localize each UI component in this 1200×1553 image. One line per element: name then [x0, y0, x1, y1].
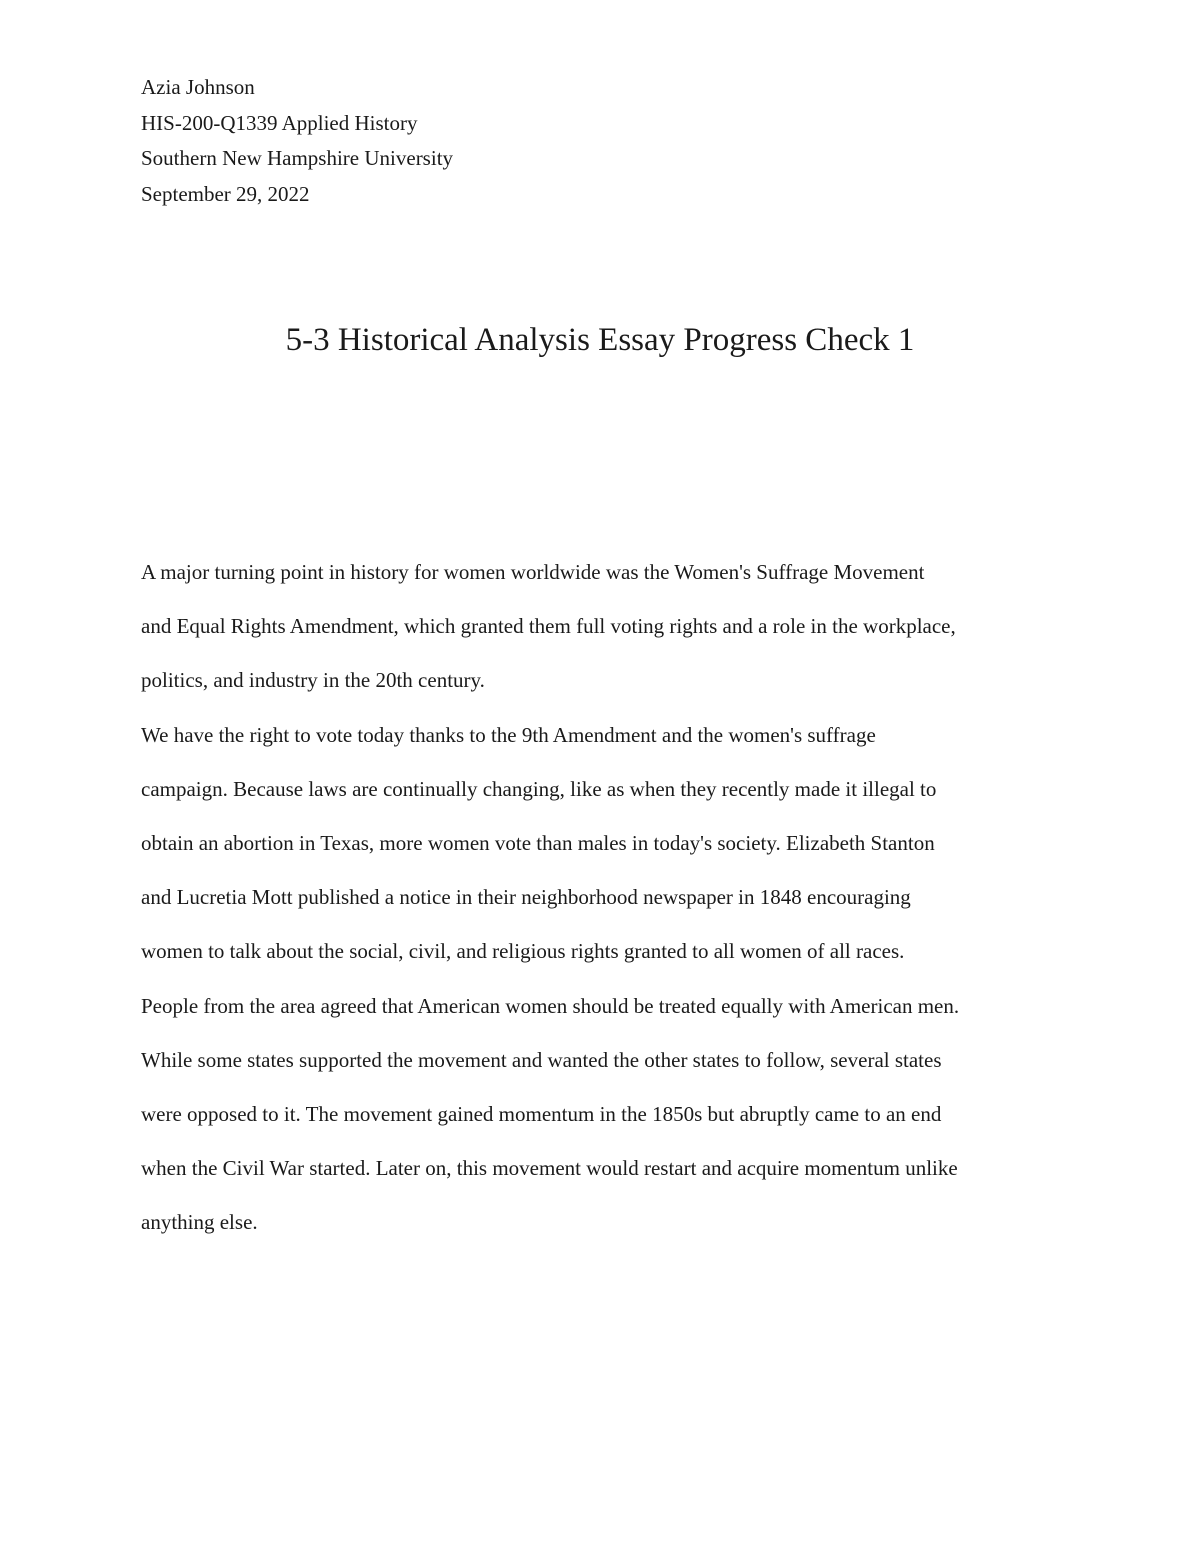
body-line: and Equal Rights Amendment, which granted them full voting rights and a role in the workplace, [141, 614, 956, 639]
body-line: We have the right to vote today thanks to the 9th Amendment and the women's suffrage [141, 722, 876, 747]
course-name: HIS-200-Q1339 Applied History [141, 110, 418, 135]
author-name: Azia Johnson [141, 75, 255, 99]
body-line: A major turning point in history for women worldwide was the Women's Suffrage Movement [141, 560, 925, 584]
essay-body [141, 545, 1066, 1250]
body-line: and Lucretia Mott published a notice in their neighborhood newspaper in 1848 encouraging [141, 885, 911, 910]
body-line: campaign. Because laws are continually changing, like as when they recently made it illegal to [141, 776, 937, 801]
body-line: While some states supported the movement and wanted the other states to follow, several states [141, 1047, 942, 1072]
document-date: September 29, 2022 [141, 181, 310, 206]
body-line: anything else. [141, 1210, 258, 1235]
header-block [141, 70, 1041, 212]
document-title: 5-3 Historical Analysis Essay Progress Check 1 [285, 322, 915, 358]
body-line: obtain an abortion in Texas, more women vote than males in today's society. Elizabeth Stanton [141, 831, 935, 856]
university-name: Southern New Hampshire University [141, 146, 454, 170]
body-line: when the Civil War started. Later on, this movement would restart and acquire momentum unlike [141, 1156, 958, 1181]
body-line: People from the area agreed that American women should be treated equally with American men. [141, 993, 960, 1018]
body-line: women to talk about the social, civil, and religious rights granted to all women of all races. [141, 939, 905, 964]
body-line: politics, and industry in the 20th century. [141, 668, 485, 693]
body-line: were opposed to it. The movement gained momentum in the 1850s but abruptly came to an end [141, 1102, 942, 1127]
